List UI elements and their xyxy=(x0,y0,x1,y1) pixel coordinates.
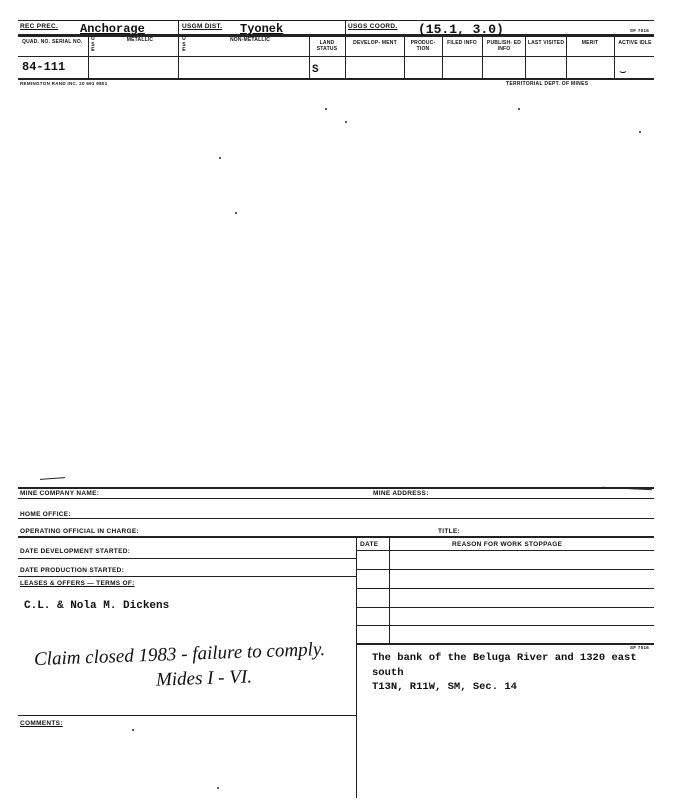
operating-official-label: OPERATING OFFICIAL IN CHARGE: xyxy=(20,528,139,535)
usgs-coord-value: (15.1, 3.0) xyxy=(418,22,504,37)
idle-mark-icon: ⌣ xyxy=(619,64,627,78)
scan-speck xyxy=(219,157,221,159)
usgm-dist-label: USGM DIST. xyxy=(182,23,223,30)
col-quad-no: QUAD. NO. xyxy=(22,39,51,45)
scan-speck xyxy=(345,121,347,123)
bottom-form-number: SF 7016 xyxy=(630,645,650,650)
scan-speck xyxy=(518,108,520,110)
date-production-label: DATE PRODUCTION STARTED: xyxy=(20,567,125,574)
comments-label: COMMENTS: xyxy=(20,720,63,727)
home-office-label: HOME OFFICE: xyxy=(20,511,71,518)
date-column-header: DATE xyxy=(360,541,379,548)
reason-column-header: REASON FOR WORK STOPPAGE xyxy=(452,541,563,548)
rec-prec-value: Anchorage xyxy=(80,22,145,36)
col-merit: MERIT xyxy=(581,40,599,46)
land-status-value: S xyxy=(312,64,319,76)
leases-label: LEASES & OFFERS — TERMS OF: xyxy=(20,580,135,587)
col-published-info: PUBLISH- ED INFO xyxy=(486,40,522,52)
mine-address-label: MINE ADDRESS: xyxy=(373,490,429,497)
scan-speck xyxy=(132,729,134,731)
usgm-dist-value: Tyonek xyxy=(240,22,284,36)
location-line-2: south xyxy=(372,667,404,679)
top-form-number: SF 7016 xyxy=(630,28,650,33)
col-use-2: U S E xyxy=(182,36,186,53)
scan-speck xyxy=(325,108,327,110)
col-production: PRODUC- TION xyxy=(410,40,436,52)
col-serial-no: SERIAL NO. xyxy=(52,39,83,45)
title-label: TITLE: xyxy=(438,528,461,535)
col-active-idle: ACTIVE IDLE xyxy=(618,40,652,46)
col-development: DEVELOP- MENT xyxy=(353,40,397,46)
mine-company-name-label: MINE COMPANY NAME: xyxy=(20,490,100,497)
col-filed-info: FILED INFO xyxy=(447,40,477,46)
owners-value: C.L. & Nola M. Dickens xyxy=(24,600,170,612)
col-metallic: METALLIC xyxy=(126,37,154,43)
top-footer-right: TERRITORIAL DEPT. OF MINES xyxy=(506,81,589,87)
col-land-status: LAND STATUS xyxy=(316,40,338,52)
col-use-1: U S E xyxy=(91,36,95,53)
quad-serial-value: 84-111 xyxy=(22,60,66,74)
col-last-visited: LAST VISITED xyxy=(527,40,565,46)
scan-speck xyxy=(217,787,219,789)
top-footer-left: REMINGTON RAND INC. 20 691 9801 xyxy=(20,81,108,86)
col-non-metallic: NON-METALLIC xyxy=(229,37,271,43)
rec-prec-label: REC PREC. xyxy=(20,23,59,30)
handwritten-note-line-1: Claim closed 1983 - failure to comply. xyxy=(33,638,326,671)
scan-speck xyxy=(639,131,641,133)
usgs-coord-label: USGS COORD. xyxy=(348,23,398,30)
scan-speck xyxy=(235,212,237,214)
location-line-3: T13N, R11W, SM, Sec. 14 xyxy=(372,681,517,693)
location-line-1: The bank of the Beluga River and 1320 east xyxy=(372,652,637,664)
handwritten-note-line-2: Mides I - VI. xyxy=(155,666,253,691)
date-development-label: DATE DEVELOPMENT STARTED: xyxy=(20,548,131,555)
